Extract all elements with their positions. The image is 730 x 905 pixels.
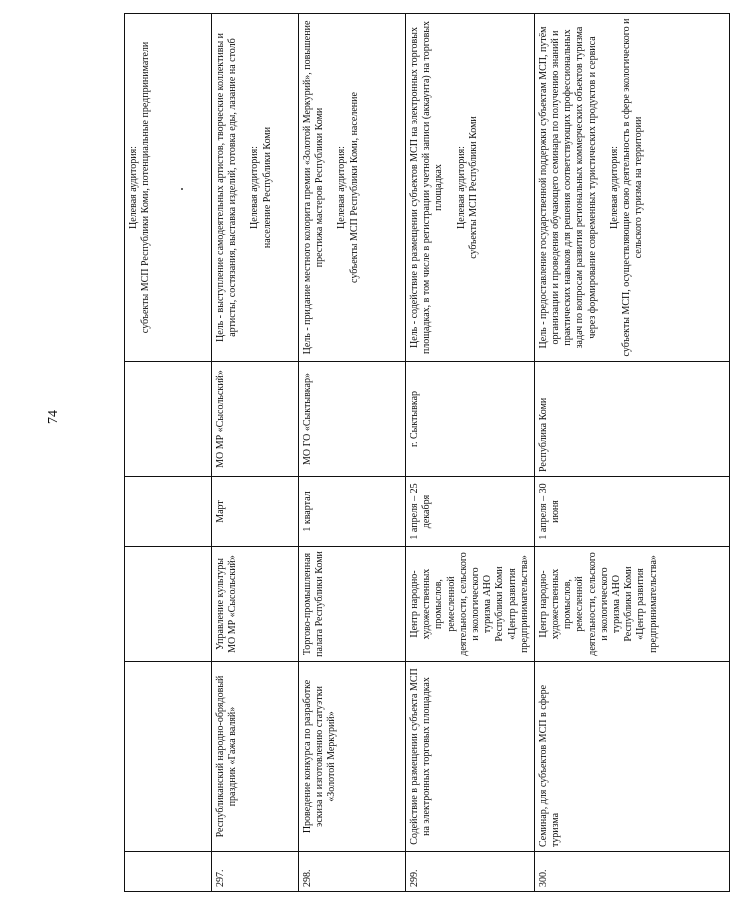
audience-value: субъекты МСП Республики Коми [467, 116, 479, 259]
cell-goal [299, 14, 406, 362]
audience-value: население Республики Коми [261, 126, 273, 249]
cell-date: 1 апреля – 30 июня [534, 477, 729, 547]
cell-empty [125, 662, 212, 852]
cell-organizer: Торгово-промышленная палата Республики Коми [299, 547, 406, 662]
audience-label: Целевая аудитория: [608, 146, 620, 229]
audience-label: Целевая аудитория: [336, 146, 348, 229]
table-row [299, 14, 406, 892]
cell-event: Проведение конкурса по разработке эскиза и изготовлению статуэтки «Золотой Меркурий» [299, 662, 406, 852]
cell-date: Март [212, 477, 299, 547]
goal-text: Цель - придание местного колорита премии «Золотой Меркурий», повышение престижа мастеров Республики Коми [302, 20, 326, 355]
audience-value: субъекты МСП Республики Коми, население [348, 92, 360, 283]
audience-label: Целевая аудитория: [249, 146, 261, 229]
events-table [124, 13, 730, 892]
cell-event: Республиканский народно-обрядовый праздник «Гажа валяй» [212, 662, 299, 852]
cell-place: Республика Коми [534, 362, 729, 477]
page-number [44, 407, 64, 427]
cell-number: 297. [212, 852, 299, 892]
table-row [125, 14, 212, 892]
table-row [534, 14, 729, 892]
table-row [406, 14, 535, 892]
goal-text: Цель - предоставление государственной поддержки субъектам МСП, путём организации и проведения обучающего семинара по получению знаний и практических навыков для решения соответствующих профессиональных задач по вопросам развития региональных коммерческих объектов туризма через формирование современных туристических продуктов и сервиса [537, 26, 598, 349]
cell-date: 1 квартал [299, 477, 406, 547]
audience-label: Целевая аудитория: [128, 146, 139, 229]
cell-date: 1 апреля – 25 декабря [406, 477, 535, 547]
rotated-table-frame [124, 14, 659, 892]
cell-organizer: Центр народно-художественных промыслов, ремесленной деятельности, сельского и экологического туризма АНО Республики Коми «Центр развития предпринимательства» [534, 547, 729, 662]
cell-event: Семинар, для субъектов МСП в сфере туризма [534, 662, 729, 852]
cell-empty [125, 477, 212, 547]
audience-value: субъекты МСП Республики Коми, потенциальные предприниматели [140, 41, 152, 334]
cell-number: 299. [406, 852, 535, 892]
goal-text: Цель - выступление самодеятельных артистов, творческие коллективы и артисты, состязания, выставка изделий, готовка еды, лазание на столб [215, 32, 239, 343]
goal-text: Цель - содействие в размещении субъектов МСП на электронных торговых площадках, в том числе в регистрации учетной записи (аккаунта) на торговых площадках [409, 20, 445, 355]
cell-empty [125, 852, 212, 892]
cell-event: Содействие в размещении субъекта МСП на электронных торговых площадках [406, 662, 535, 852]
cell-empty [125, 362, 212, 477]
audience-label: Целевая аудитория: [455, 146, 467, 229]
cell-goal [125, 14, 212, 362]
page-number-text: 74 [46, 410, 61, 424]
cell-place: г. Сыктывкар [406, 362, 535, 477]
cell-goal [212, 14, 299, 362]
cell-goal [406, 14, 535, 362]
table-container [124, 14, 659, 892]
cell-organizer: Центр народно-художественных промыслов, ремесленной деятельности, сельского и экологического туризма АНО Республики Коми «Центр развития предпринимательства» [406, 547, 535, 662]
cell-number: 298. [299, 852, 406, 892]
cell-organizer: Управление культуры МО МР «Сысольский» [212, 547, 299, 662]
audience-value: субъекты МСП, осуществляющие свою деятельность в сфере экологического и сельского туризма на территории [621, 18, 645, 357]
cell-place: МО ГО «Сыктывкар» [299, 362, 406, 477]
cell-empty [125, 547, 212, 662]
cell-number: 300. [534, 852, 729, 892]
table-row [212, 14, 299, 892]
cell-place: МО МР «Сысольский» [212, 362, 299, 477]
cell-goal [534, 14, 729, 362]
